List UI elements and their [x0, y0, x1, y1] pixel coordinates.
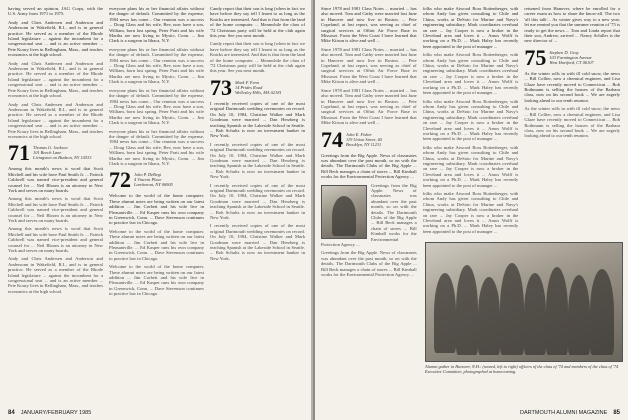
left-column-1: [8, 6, 103, 404]
class-heading-74: [321, 126, 417, 152]
body-text: I recently received copies of one of the most original Dartmouth wedding ceremonies on record. On July 10, 1984, Christine Walker and Mark Goodman were married ... Dan Herzberg is teaching Spanish at the Lakeside School in Seattle. ... Bob Schultz is now an investment banker in New York.: [210, 182, 305, 220]
body-text: folks who make Atwood Ross Rottenberger, with whom Andy has given consulting to Chile and China, works at DeSoto for Marine and Navy's engineering subsidiary. Mark coordinates overhaul on rare ... Jay Cooper is now a broker in the Cleveland area and loves it ... Amos Wolff is working on a Ph.D. ... Mark Haley has recently been appointed to the post of manager ...: [422, 6, 519, 49]
page-number: 85: [613, 410, 620, 416]
person-silhouette: [546, 267, 568, 355]
body-text: folks who make Atwood Ross Rottenberger, with whom Andy has given consulting to Chile and China, works at DeSoto for Marine and Navy's engineering subsidiary. Mark coordinates overhaul on rare ... Jay Cooper is now a broker in the Cleveland area and loves it ... Amos Wolff is working on a Ph.D. ... Mark Haley has recently been appointed to the post of manager ...: [422, 98, 519, 142]
secretary-city: Wellesley Hills, MA 02181: [235, 89, 282, 95]
issue-date: JANUARY/FEBRUARY 1985: [20, 410, 92, 416]
left-column-2: [109, 6, 204, 404]
class-heading-72: [109, 167, 204, 193]
body-text: folks who make Atwood Ross Rottenberger, with whom Andy has given consulting to Chile and China, works at DeSoto for Marine and Navy's engineering subsidiary. Mark coordinates overhaul on rare ... Jay Cooper is now a broker in the Cleveland area and loves it ... Amos Wolff is working on a Ph.D. ... Mark Haley has recently been appointed to the post of manager ...: [422, 144, 519, 188]
body-text: Among this month's news is word that Scott Mitchell and his wife have Paul Smith Jr. ... Patrick Caldwell was named vice-president and general counsel for ... Neil Bloom is an attorney in New York and serves on many boards.: [8, 226, 103, 254]
person-silhouette: [456, 265, 478, 355]
secretary-name: Thomas G. Jackson: [33, 145, 68, 151]
group-photo: [425, 242, 623, 362]
secretary-name: John E. Fisher: [346, 131, 372, 137]
secretary-name: Stephen D. Gray: [549, 49, 579, 55]
class-heading-75: [524, 44, 620, 70]
body-text: everyone plans his or her financial affairs without the danger of default. Committed by the expense, 1984 news has come... Our reunion was a success ... Doug Glass and his wife, Bev, now have a son, William, born last spring. Peter Pratt and his wife Martha are now living in Mystic, Conn. ... Jim Clark is a surgeon in Ithaca, N.Y.: [109, 46, 204, 85]
class-number: 73: [210, 74, 232, 100]
body-text: returned from Hanover, where he enrolled for a career exam as how to share the know-all. The two 'all this talk'... As winter gives way to a new year, let me remind you that the summer reunion of '75 is ready to get the news ... Tom and Linda report that their son, Andrew, arrived ... Nancy Schiller is the new director of ...: [524, 6, 621, 44]
portrait-photo: [321, 185, 367, 239]
magazine-name: DARTMOUTH ALUMNI MAGAZINE: [520, 410, 608, 416]
body-text: Since 1978 and 1981 Class Notes ... married ... has also moved. Tom and Cathy were married last June in Hanover and now live in Boston. ... Pete Copeland, at last report, was serving as chief of surgical services at Offutt Air Force Base in Missouri. From the West Coast I have learned that Mike Kitson is alive and well ...: [321, 87, 417, 126]
person-silhouette: [478, 277, 500, 355]
class-heading-71: [8, 140, 103, 166]
class-heading-73: [210, 74, 305, 100]
page-footer: [323, 410, 620, 416]
secretary-city: West Hartford, CT 06107: [549, 59, 594, 65]
body-text: As the winter rolls in with ill cold snow, the news ... Bill Collier, now a chemical engineer, and Lisa Glaze have recently moved to Connecticut ... Bob Rothmann is selling the houses of the Barbara class, now on his second book ... We are eagerly looking ahead to our tenth reunion.: [524, 70, 621, 103]
body-text: Since 1978 and 1981 Class Notes ... married ... has also moved. Tom and Cathy were married last June in Hanover and now live in Boston. ... Pete Copeland, at last report, was serving as chief of surgical services at Offutt Air Force Base in Missouri. From the West Coast I have learned that Mike Kitson is alive and well ...: [321, 46, 417, 85]
class-secretary-address: [235, 78, 282, 95]
secretary-street: 103 Farmington Avenue: [549, 54, 592, 60]
person-silhouette: [524, 273, 546, 355]
person-silhouette: [590, 269, 614, 355]
body-text: Greetings from the Big Apple. News of classmates was abundant over the past month, so on with the details. The Dartmouth Clubs of the Big Apple ... Bill Beck manages a chain of stores ... Bill Kimball works for the Environmental Protection Agency ...: [321, 250, 417, 278]
body-text: Greetings from the Big Apple. News of classmates was abundant over the past month, so on with the details. The Dartmouth Clubs of the Big Apple ... Bill Beck manages a chain of stores ... Bill Kimball works for the Environmental Protection Agency ...: [321, 182, 417, 248]
body-text: Among this month's news is word that Scott Mitchell and his wife have Paul Smith Jr. ... Patrick Caldwell was named vice-president and general counsel for ... Neil Bloom is an attorney in New York and serves on many boards.: [8, 196, 103, 223]
page-gutter: [311, 0, 313, 420]
body-text: Candy report that their son is long (when in fact we have before they say tell I learnt to as long as the Knicks are interested. And that is that from the land of the home computer. ... Meanwhile the class of '72 Christmas party will be held at the club again this year. See you next month.: [210, 41, 305, 74]
body-text: everyone plans his or her financial affairs without the danger of default. Committed by the expense, 1984 news has come... Our reunion was a success ... Doug Glass and his wife, Bev, now have a son, William, born last spring. Peter Pratt and his wife Martha are now living in Mystic, Conn. ... Jim Clark is a surgeon in Ithaca, N.Y.: [109, 87, 204, 126]
class-number: 75: [524, 44, 547, 70]
class-secretary-address: [33, 143, 91, 160]
page-number: 84: [8, 410, 15, 416]
body-text: everyone plans his or her financial affairs without the danger of default. Committed by the expense, 1984 news has come... Our reunion was a success ... Doug Glass and his wife, Bev, now have a son, William, born last spring. Peter Pratt and his wife Martha are now living in Mystic, Conn. ... Jim Clark is a surgeon in Ithaca, N.Y.: [109, 128, 204, 166]
body-text: having served an opinion, JAG Corps, with the U.S. Army from 1971 to 1975.: [8, 6, 103, 17]
secretary-street: 14 Prides Road: [235, 84, 263, 90]
body-text: Andy and Chris Andersen and Anderson and Andersonn in Wakefield, R.I., and is in general practice. He served as a member of the Rhode Island legislature ... against the incumbent for a congressional seat ... and is an active member ... Pete Koury lives in Bellingham, Mass., and teaches economics at the high school.: [8, 101, 103, 139]
secretary-street: 119 Union Street, #5: [346, 136, 383, 142]
class-secretary-address: [134, 170, 173, 187]
body-text: Since 1978 and 1981 Class Notes ... married ... has also moved. Tom and Cathy were married last June in Hanover and now live in Boston. ... Pete Copeland, at last report, was serving as chief of surgical services at Offutt Air Force Base in Missouri. From the West Coast I have learned that Mike Kitson is alive and well ...: [321, 6, 417, 44]
body-text: Andy and Chris Andersen and Anderson and Andersonn in Wakefield, R.I., and is in general practice. He served as a member of the Rhode Island legislature ... against the incumbent for a congressional seat ... and is an active member ... Pete Koury lives in Bellingham, Mass., and teaches economics at the high school.: [8, 60, 103, 99]
body-text: folks who make Atwood Ross Rottenberger, with whom Andy has given consulting to Chile and China, works at DeSoto for Marine and Navy's engineering subsidiary. Mark coordinates overhaul on rare ... Jay Cooper is now a broker in the Cleveland area and loves it ... Amos Wolff is working on a Ph.D. ... Mark Haley has recently been appointed to the post of manager ...: [422, 191, 519, 234]
person-silhouette: [568, 275, 590, 355]
person-silhouette: [500, 263, 524, 355]
class-number: 72: [109, 167, 131, 193]
body-text: Welcome to the world of the home computer. These alumni notes are being written on our latest addition ... Jim Corbett and his wife live in Pleasantville. ... Ed Kasper runs his own company in Greenwich, Conn. ... Dave Stevenson continues to practice law in Chicago.: [109, 228, 204, 261]
body-text: Welcome to the world of the home computer. These alumni notes are being written on our latest addition ... Jim Corbett and his wife live in Pleasantville. ... Ed Kasper runs his own company in Greenwich, Conn. ... Dave Stevenson continues to practice law in Chicago.: [109, 193, 204, 226]
body-text: Candy report that their son is long (when in fact we have before they say tell I learnt to as long as the Knicks are interested. And that is that from the land of the home computer. ... Meanwhile the class of '72 Christmas party will be held at the club again this year. See you next month.: [210, 6, 305, 39]
page-footer: [8, 410, 303, 416]
body-text: everyone plans his or her financial affairs without the danger of default. Committed by the expense, 1984 news has come... Our reunion was a success ... Doug Glass and his wife, Bev, now have a son, William, born last spring. Peter Pratt and his wife Martha are now living in Mystic, Conn. ... Jim Clark is a surgeon in Ithaca, N.Y.: [109, 6, 204, 44]
left-column-3: [210, 6, 305, 404]
right-column-1: [321, 6, 417, 404]
body-text: I recently received copies of one of the most original Dartmouth wedding ceremonies on record. On July 10, 1984, Christine Walker and Mark Goodman were married ... Dan Herzberg is teaching Spanish at the Lakeside School in Seattle. ... Bob Schultz is now an investment banker in New York.: [210, 100, 305, 139]
right-page: [315, 0, 628, 420]
body-text: I recently received copies of one of the most original Dartmouth wedding ceremonies on record. On July 10, 1984, Christine Walker and Mark Goodman were married ... Dan Herzberg is teaching Spanish at the Lakeside School in Seattle. ... Bob Schultz is now an investment banker in New York.: [210, 141, 305, 180]
body-text: Welcome to the world of the home computer. These alumni notes are being written on our latest addition ... Jim Corbett and his wife live in Pleasantville. ... Ed Kasper runs his own company in Greenwich, Conn. ... Dave Stevenson continues to practice law in Chicago.: [109, 264, 204, 297]
secretary-street: 4 Vincent Place: [134, 177, 162, 183]
secretary-street: 101 Beech Lane: [33, 150, 62, 156]
class-secretary-address: [549, 48, 593, 65]
body-text: I recently received copies of one of the most original Dartmouth wedding ceremonies on record. On July 10, 1984, Christine Walker and Mark Goodman were married ... Dan Herzberg is teaching Spanish at the Lakeside School in Seattle. ... Bob Schultz is now an investment banker in New York.: [210, 223, 305, 261]
left-page: [0, 0, 311, 420]
class-number: 74: [321, 126, 343, 152]
secretary-city: Brooklyn, NY 11231: [346, 141, 382, 147]
class-secretary-address: [346, 130, 382, 147]
person-silhouette: [434, 273, 456, 353]
photo-caption: Alumni gather in Hanover, N.H.: (seated, left to right) officers of the class of '74 and members of the class of '74 Executive Committee, photographed at homecoming.: [425, 364, 619, 374]
body-text: Greetings from the Big Apple. News of classmates was abundant over the past month, so on with the details. The Dartmouth Clubs of the Big Apple ... Bill Beck manages a chain of stores ... Bill Kimball works for the Environmental Protection Agency ...: [321, 152, 417, 180]
body-text: As the winter rolls in with ill cold snow, the news ... Bill Collier, now a chemical engineer, and Lisa Glaze have recently moved to Connecticut ... Bob Rothmann is selling the houses of the Barbara class, now on his second book ... We are eagerly looking ahead to our tenth reunion.: [524, 106, 621, 139]
class-number: 71: [8, 140, 30, 166]
body-text: Andy and Chris Andersen and Anderson and Andersonn in Wakefield, R.I., and is in general practice. He served as a member of the Rhode Island legislature ... against the incumbent for a congressional seat ... and is an active member ... Pete Koury lives in Bellingham, Mass., and teaches economics at the high school.: [8, 256, 103, 294]
person-silhouette: [332, 196, 356, 236]
secretary-name: Mark F. Fenn: [235, 79, 259, 85]
secretary-city: Livingston on Hudson, NY 10533: [33, 155, 92, 161]
body-text: folks who make Atwood Ross Rottenberger, with whom Andy has given consulting to Chile and China, works at DeSoto for Marine and Navy's engineering subsidiary. Mark coordinates overhaul on rare ... Jay Cooper is now a broker in the Cleveland area and loves it ... Amos Wolff is working on a Ph.D. ... Mark Haley has recently been appointed to the post of manager ...: [422, 52, 519, 96]
secretary-city: Larchmont, NY 06905: [134, 182, 173, 188]
secretary-name: John P. DeBegi: [134, 172, 162, 178]
body-text: Among this month's news is word that Scott Mitchell and his wife have Paul Smith Jr. ... Patrick Caldwell was named vice-president and general counsel for ... Neil Bloom is an attorney in New York and serves on many boards.: [8, 166, 103, 193]
body-text: Andy and Chris Andersen and Anderson and Andersonn in Wakefield, R.I., and is in general practice. He served as a member of the Rhode Island legislature ... against the incumbent for a congressional seat ... and is an active member ... Pete Koury lives in Bellingham, Mass., and teaches economics at the high school.: [8, 19, 103, 58]
